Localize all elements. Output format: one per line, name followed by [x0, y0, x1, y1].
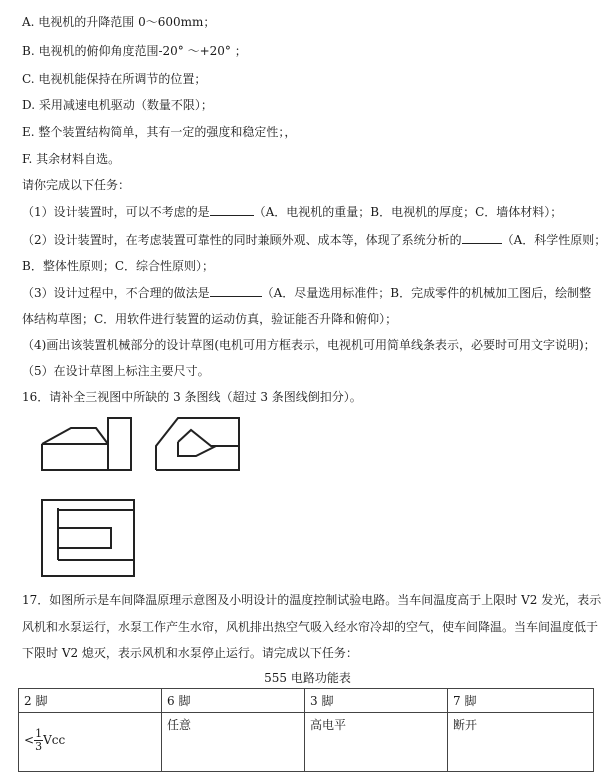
side-view [156, 418, 239, 470]
function-table [18, 688, 594, 772]
question-5: （5）在设计草图上标注主要尺寸。 [22, 364, 210, 378]
requirement-e: E. 整个装置结构简单，其有一定的强度和稳定性；， [22, 125, 297, 139]
requirement-d: D. 采用减速电机驱动（数量不限）； [22, 98, 213, 112]
cell-pin-2-value [19, 713, 162, 772]
table-header-row [19, 689, 594, 713]
question-3 [22, 284, 591, 301]
question-2 [22, 231, 606, 248]
question-17-line-1: 17．如图所示是车间降温原理示意图及小明设计的温度控制试验电路。当车间温度高于上限时 V2 发光，表示 [22, 593, 602, 607]
top-view [42, 500, 134, 576]
requirement-a: A. 电视机的升降范围 0～600mm； [22, 15, 216, 29]
table-caption: 555 电路功能表 [264, 671, 351, 685]
question-17-line-2: 风机和水泵运行，水泵工作产生水帘，风机排出热空气吸入经水帘冷却的空气，使车间降温。当车间温度低于 [22, 620, 599, 634]
requirement-f: F. 其余材料自选。 [22, 152, 121, 166]
cell-pin-3-value: 高电平 [305, 713, 448, 772]
question-1-text: （1）设计装置时，可以不考虑的是 [22, 205, 210, 219]
fraction-numerator: 1 [35, 727, 43, 740]
cell-pin-7-value: 断开 [448, 713, 594, 772]
three-view-drawing [36, 410, 256, 582]
header-pin-2: 2 脚 [19, 689, 162, 713]
question-3-continued: 体结构草图；C．用软件进行装置的运动仿真，验证能否升降和俯仰）； [22, 312, 398, 326]
header-pin-6: 6 脚 [162, 689, 305, 713]
question-17-line-3: 下限时 V2 熄灭，表示风机和水泵停止运行。请完成以下任务： [22, 646, 358, 660]
question-2-options: （A．科学性原则； [501, 233, 607, 247]
question-4: （4)画出该装置机械部分的设计草图(电机可用方框表示，电视机可用简单线条表示，必要时可用文字说明)； [22, 338, 596, 352]
question-3-text: （3）设计过程中，不合理的做法是 [22, 286, 210, 300]
vcc-label: Vcc [43, 733, 66, 747]
header-pin-7: 7 脚 [448, 689, 594, 713]
requirement-b: B. 电视机的俯仰角度范围-20° ～+20° ； [22, 44, 247, 58]
cell-pin-6-value: 任意 [162, 713, 305, 772]
header-pin-3: 3 脚 [305, 689, 448, 713]
table-row [19, 713, 594, 772]
question-2-text: （2）设计装置时，在考虑装置可靠性的同时兼顾外观、成本等，体现了系统分析的 [22, 233, 462, 247]
question-1-options: （A．电视机的重量；B．电视机的厚度；C．墙体材料）； [253, 205, 563, 219]
question-1 [22, 203, 562, 220]
less-than-sign: < [24, 733, 35, 747]
question-16: 16．请补全三视图中所缺的 3 条图线（超过 3 条图线倒扣分）。 [22, 390, 362, 404]
front-view [42, 418, 131, 470]
task-intro: 请你完成以下任务： [22, 178, 131, 192]
answer-blank-2[interactable] [462, 231, 502, 244]
answer-blank-3[interactable] [210, 284, 262, 297]
fraction-denominator: 3 [35, 740, 43, 753]
requirement-c: C. 电视机能保持在所调节的位置； [22, 72, 207, 86]
question-2-continued: B．整体性原则；C．综合性原则）； [22, 259, 215, 273]
fraction [34, 728, 43, 753]
answer-blank-1[interactable] [210, 203, 254, 216]
question-3-options: （A．尽量选用标准件；B．完成零件的机械加工图后，绘制整 [261, 286, 592, 300]
